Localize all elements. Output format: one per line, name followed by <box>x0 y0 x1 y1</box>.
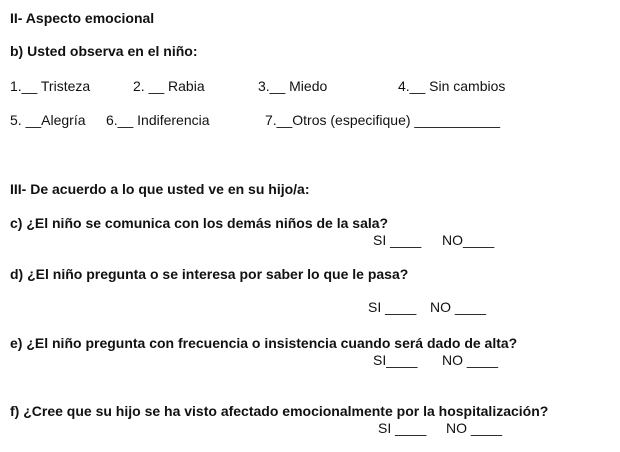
option-alegria: 5. __Alegría <box>10 112 86 128</box>
option-indiferencia: 6.__ Indiferencia <box>106 112 210 128</box>
option-otros: 7.__Otros (especifique) ___________ <box>265 112 501 128</box>
option-tristeza: 1.__ Tristeza <box>10 78 91 94</box>
answer-si-e: SI____ <box>373 352 418 368</box>
answer-no-e: NO ____ <box>442 352 499 368</box>
answer-si-d: SI ____ <box>368 299 417 315</box>
question-f: f) ¿Cree que su hijo se ha visto afectado emocionalmente por la hospitalización? <box>10 403 549 419</box>
option-rabia: 2. __ Rabia <box>133 78 205 94</box>
question-e: e) ¿El niño pregunta con frecuencia o insistencia cuando será dado de alta? <box>10 335 518 351</box>
section-heading-child-observation: III- De acuerdo a lo que usted ve en su hijo/a: <box>10 181 310 197</box>
section-heading-emotional: II- Aspecto emocional <box>10 10 155 26</box>
answer-no-c: NO____ <box>442 232 495 248</box>
answer-si-c: SI ____ <box>373 232 422 248</box>
option-sin-cambios: 4.__ Sin cambios <box>398 78 506 94</box>
answer-no-d: NO ____ <box>430 299 487 315</box>
question-b: b) Usted observa en el niño: <box>10 43 198 59</box>
answer-si-f: SI ____ <box>378 420 427 436</box>
question-d: d) ¿El niño pregunta o se interesa por saber lo que le pasa? <box>10 266 409 282</box>
option-miedo: 3.__ Miedo <box>258 78 328 94</box>
question-c: c) ¿El niño se comunica con los demás niños de la sala? <box>10 215 389 231</box>
answer-no-f: NO ____ <box>446 420 503 436</box>
